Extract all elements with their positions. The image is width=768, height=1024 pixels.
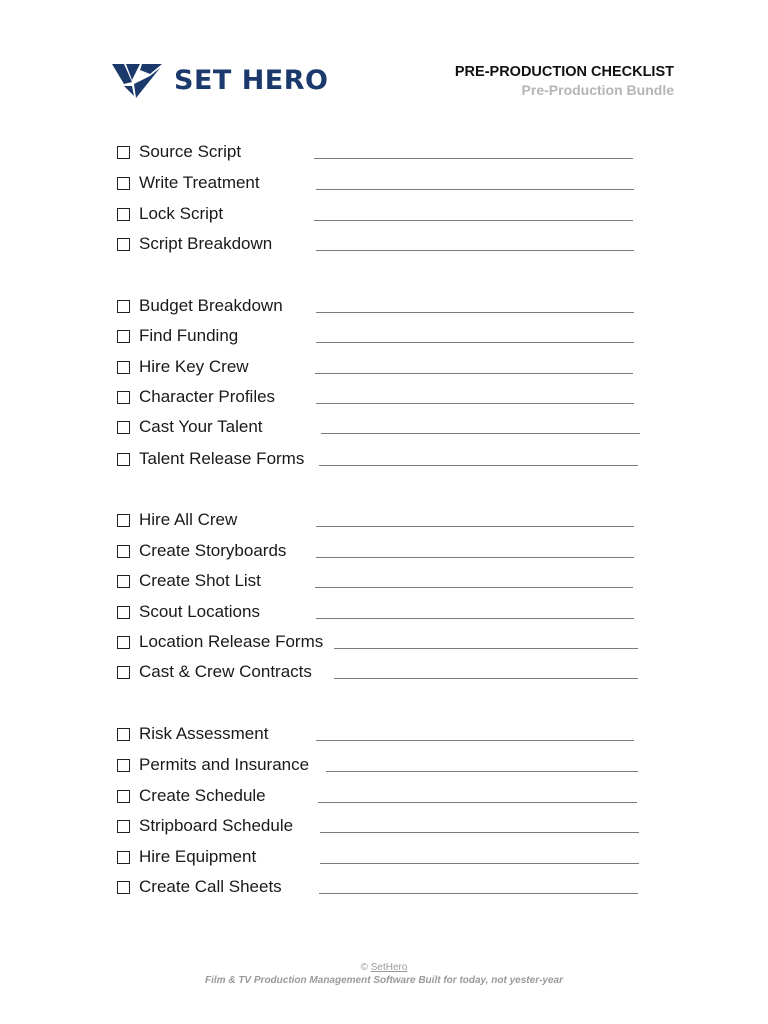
checklist-item-label: Find Funding <box>139 326 239 345</box>
fill-in-line[interactable] <box>320 863 639 864</box>
fill-in-line[interactable] <box>326 771 638 772</box>
fill-in-line[interactable] <box>316 618 634 619</box>
checklist-item <box>117 661 312 683</box>
checklist-item <box>117 416 263 438</box>
checkbox[interactable] <box>117 606 130 619</box>
checkbox[interactable] <box>117 177 130 190</box>
checkbox[interactable] <box>117 514 130 527</box>
fill-in-line[interactable] <box>319 893 638 894</box>
document-subtitle: Pre-Production Bundle <box>521 82 674 98</box>
checklist-item <box>117 540 286 562</box>
checklist-item <box>117 723 268 745</box>
checklist-item <box>117 203 223 225</box>
checklist-item <box>117 754 309 776</box>
checklist-item-label: Create Shot List <box>139 571 261 590</box>
checklist-item-label: Location Release Forms <box>139 632 324 651</box>
brand-name: SET HERO <box>174 64 329 96</box>
checklist-item <box>117 386 275 408</box>
checkbox[interactable] <box>117 545 130 558</box>
checklist-item-label: Write Treatment <box>139 173 260 192</box>
document-title: PRE-PRODUCTION CHECKLIST <box>454 64 674 80</box>
checkbox[interactable] <box>117 666 130 679</box>
checklist-item <box>117 846 256 868</box>
checklist-item <box>117 876 282 898</box>
fill-in-line[interactable] <box>320 832 639 833</box>
checkbox[interactable] <box>117 208 130 221</box>
copyright-symbol: © <box>360 962 368 973</box>
document-header <box>455 63 674 99</box>
checklist-item <box>117 570 261 592</box>
checklist-item-label: Character Profiles <box>139 387 276 406</box>
checklist-item <box>117 233 272 255</box>
checkbox[interactable] <box>117 453 130 466</box>
footer <box>0 961 768 987</box>
checklist-item-label: Create Schedule <box>139 786 266 805</box>
fill-in-line[interactable] <box>314 158 633 159</box>
checkbox[interactable] <box>117 146 130 159</box>
footer-copyright <box>0 961 768 974</box>
checklist-item <box>117 631 323 653</box>
checklist-item <box>117 601 260 623</box>
checklist-item-label: Hire Key Crew <box>139 357 249 376</box>
checklist-item <box>117 815 293 837</box>
checklist-item-label: Hire All Crew <box>139 510 238 529</box>
fill-in-line[interactable] <box>316 189 634 190</box>
fill-in-line[interactable] <box>314 220 633 221</box>
fill-in-line[interactable] <box>334 678 638 679</box>
checkbox[interactable] <box>117 238 130 251</box>
fill-in-line[interactable] <box>321 433 640 434</box>
checklist-item <box>117 141 241 163</box>
checklist-item-label: Hire Equipment <box>139 847 257 866</box>
checklist-item <box>117 172 260 194</box>
checklist-item <box>117 448 304 470</box>
checkbox[interactable] <box>117 330 130 343</box>
checklist-item-label: Permits and Insurance <box>139 755 310 774</box>
sethero-link[interactable]: SetHero <box>370 962 408 973</box>
fill-in-line[interactable] <box>318 802 637 803</box>
checkbox[interactable] <box>117 881 130 894</box>
fill-in-line[interactable] <box>315 587 633 588</box>
checklist-item-label: Source Script <box>139 142 242 161</box>
checklist-item-label: Talent Release Forms <box>139 449 305 468</box>
checkbox[interactable] <box>117 361 130 374</box>
checkbox[interactable] <box>117 851 130 864</box>
sethero-diamond-icon <box>110 60 164 100</box>
sethero-logo <box>110 60 329 100</box>
checkbox[interactable] <box>117 820 130 833</box>
checklist-item <box>117 356 249 378</box>
checklist-item-label: Scout Locations <box>139 602 260 621</box>
checkbox[interactable] <box>117 575 130 588</box>
fill-in-line[interactable] <box>316 740 634 741</box>
checklist-item <box>117 509 237 531</box>
checklist-item-label: Risk Assessment <box>139 724 269 743</box>
checklist-item-label: Stripboard Schedule <box>139 816 294 835</box>
fill-in-line[interactable] <box>316 312 634 313</box>
checklist-item-label: Create Storyboards <box>139 541 287 560</box>
checklist-item-label: Create Call Sheets <box>139 877 282 896</box>
fill-in-line[interactable] <box>316 526 634 527</box>
checkbox[interactable] <box>117 421 130 434</box>
fill-in-line[interactable] <box>319 465 638 466</box>
checklist-item-label: Budget Breakdown <box>139 296 283 315</box>
fill-in-line[interactable] <box>316 557 634 558</box>
fill-in-line[interactable] <box>316 342 634 343</box>
checklist-item <box>117 295 283 317</box>
checkbox[interactable] <box>117 391 130 404</box>
checklist-item-label: Cast Your Talent <box>139 417 263 436</box>
checklist-item-label: Script Breakdown <box>139 234 273 253</box>
checkbox[interactable] <box>117 728 130 741</box>
checkbox[interactable] <box>117 636 130 649</box>
checklist-item <box>117 325 238 347</box>
footer-tagline: Film & TV Production Management Software Built for today, not yester-year <box>204 975 563 986</box>
checklist-item-label: Lock Script <box>139 204 224 223</box>
checklist-item-label: Cast & Crew Contracts <box>139 662 312 681</box>
checklist-item <box>117 785 266 807</box>
fill-in-line[interactable] <box>316 250 634 251</box>
fill-in-line[interactable] <box>316 403 634 404</box>
checkbox[interactable] <box>117 759 130 772</box>
checkbox[interactable] <box>117 790 130 803</box>
fill-in-line[interactable] <box>334 648 638 649</box>
checkbox[interactable] <box>117 300 130 313</box>
fill-in-line[interactable] <box>315 373 633 374</box>
